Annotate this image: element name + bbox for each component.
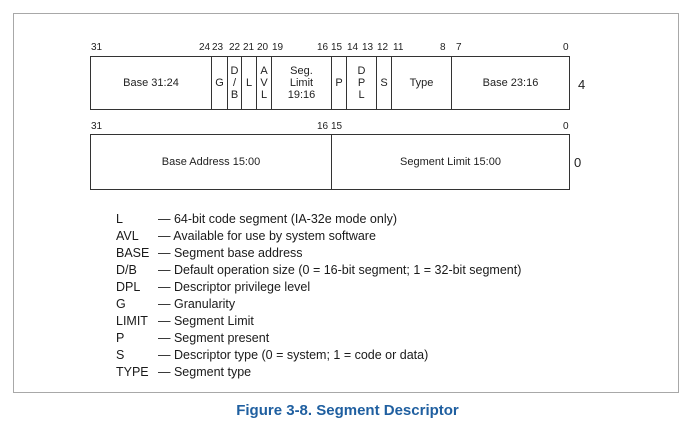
row-index-0: 0 xyxy=(574,155,582,170)
field-label: V xyxy=(260,77,268,89)
bit-number: 20 xyxy=(257,42,269,53)
field-label: L xyxy=(245,77,253,89)
field-label: P xyxy=(335,77,343,89)
bit-number: 31 xyxy=(91,42,103,53)
field-label: 19:16 xyxy=(287,89,316,101)
legend-abbr: DPL xyxy=(116,280,141,294)
bit-number: 0 xyxy=(563,42,569,53)
bit-number: 31 xyxy=(91,121,103,132)
bit-number: 16 xyxy=(317,121,329,132)
legend-abbr: S xyxy=(116,348,125,362)
field-g xyxy=(212,57,227,109)
field-label: / xyxy=(232,77,237,89)
bit-number: 19 xyxy=(272,42,284,53)
field-dpl xyxy=(347,57,376,109)
field-s xyxy=(377,57,391,109)
field-label: Segment Limit 15:00 xyxy=(400,156,501,168)
bit-number: 24 xyxy=(199,42,211,53)
legend-desc: — Default operation size (0 = 16-bit segment; 1 = 32-bit segment) xyxy=(158,263,522,277)
field-segment-limit-15-00 xyxy=(332,135,569,189)
field-label: Base 23:16 xyxy=(482,77,539,89)
field-label: Limit xyxy=(289,77,314,89)
legend-desc: — Segment Limit xyxy=(158,314,254,328)
lower-doubleword-register xyxy=(90,134,570,190)
bit-number: 15 xyxy=(331,42,343,53)
legend-abbr: D/B xyxy=(116,263,137,277)
legend-abbr: L xyxy=(116,212,123,226)
legend-abbr: AVL xyxy=(116,229,139,243)
field-label: A xyxy=(260,65,268,77)
bit-number: 13 xyxy=(362,42,374,53)
legend-desc: — Available for use by system software xyxy=(158,229,376,243)
field-label: L xyxy=(358,89,365,101)
field-label: Base Address 15:00 xyxy=(161,156,261,168)
upper-doubleword-register xyxy=(90,56,570,110)
bit-number: 12 xyxy=(377,42,389,53)
legend-abbr: TYPE xyxy=(116,365,149,379)
field-db xyxy=(228,57,241,109)
field-label: P xyxy=(357,77,366,89)
field-avl xyxy=(257,57,271,109)
field-label: D xyxy=(230,65,239,77)
field-label: Type xyxy=(409,77,434,89)
field-label: D xyxy=(357,65,366,77)
bit-number: 21 xyxy=(243,42,255,53)
legend-desc: — Granularity xyxy=(158,297,236,311)
bit-number: 8 xyxy=(440,42,446,53)
bit-number: 14 xyxy=(347,42,359,53)
field-label: S xyxy=(380,77,388,89)
legend-desc: — 64-bit code segment (IA-32e mode only) xyxy=(158,212,398,226)
legend-abbr: LIMIT xyxy=(116,314,148,328)
bit-number: 0 xyxy=(563,121,569,132)
bit-number: 22 xyxy=(229,42,241,53)
field-label: Seg. xyxy=(290,65,313,77)
field-p xyxy=(332,57,346,109)
bit-number: 16 xyxy=(317,42,329,53)
bit-number: 11 xyxy=(393,42,404,53)
figure-caption: Figure 3-8. Segment Descriptor xyxy=(236,402,459,419)
field-label: Base 31:24 xyxy=(123,77,179,89)
field-label: G xyxy=(215,77,224,89)
legend-abbr: G xyxy=(116,297,126,311)
legend-desc: — Segment base address xyxy=(158,246,303,260)
field-label: B xyxy=(230,89,239,101)
legend-desc: — Descriptor type (0 = system; 1 = code or data) xyxy=(158,348,429,362)
bit-number: 7 xyxy=(456,42,462,53)
bit-number: 15 xyxy=(331,121,343,132)
legend-abbr: P xyxy=(116,331,125,345)
field-base-address-15-00 xyxy=(91,135,331,189)
legend-desc: — Descriptor privilege level xyxy=(158,280,311,294)
legend-desc: — Segment present xyxy=(158,331,270,345)
row-index-4: 4 xyxy=(578,77,586,92)
field-l xyxy=(242,57,256,109)
field-base-31-24 xyxy=(91,57,211,109)
bit-number: 23 xyxy=(212,42,224,53)
field-seg-limit-19-16 xyxy=(272,57,331,109)
legend-desc: — Segment type xyxy=(158,365,252,379)
field-type xyxy=(392,57,451,109)
field-label: L xyxy=(260,89,268,101)
field-base-23-16 xyxy=(452,57,569,109)
legend-abbr: BASE xyxy=(116,246,150,260)
